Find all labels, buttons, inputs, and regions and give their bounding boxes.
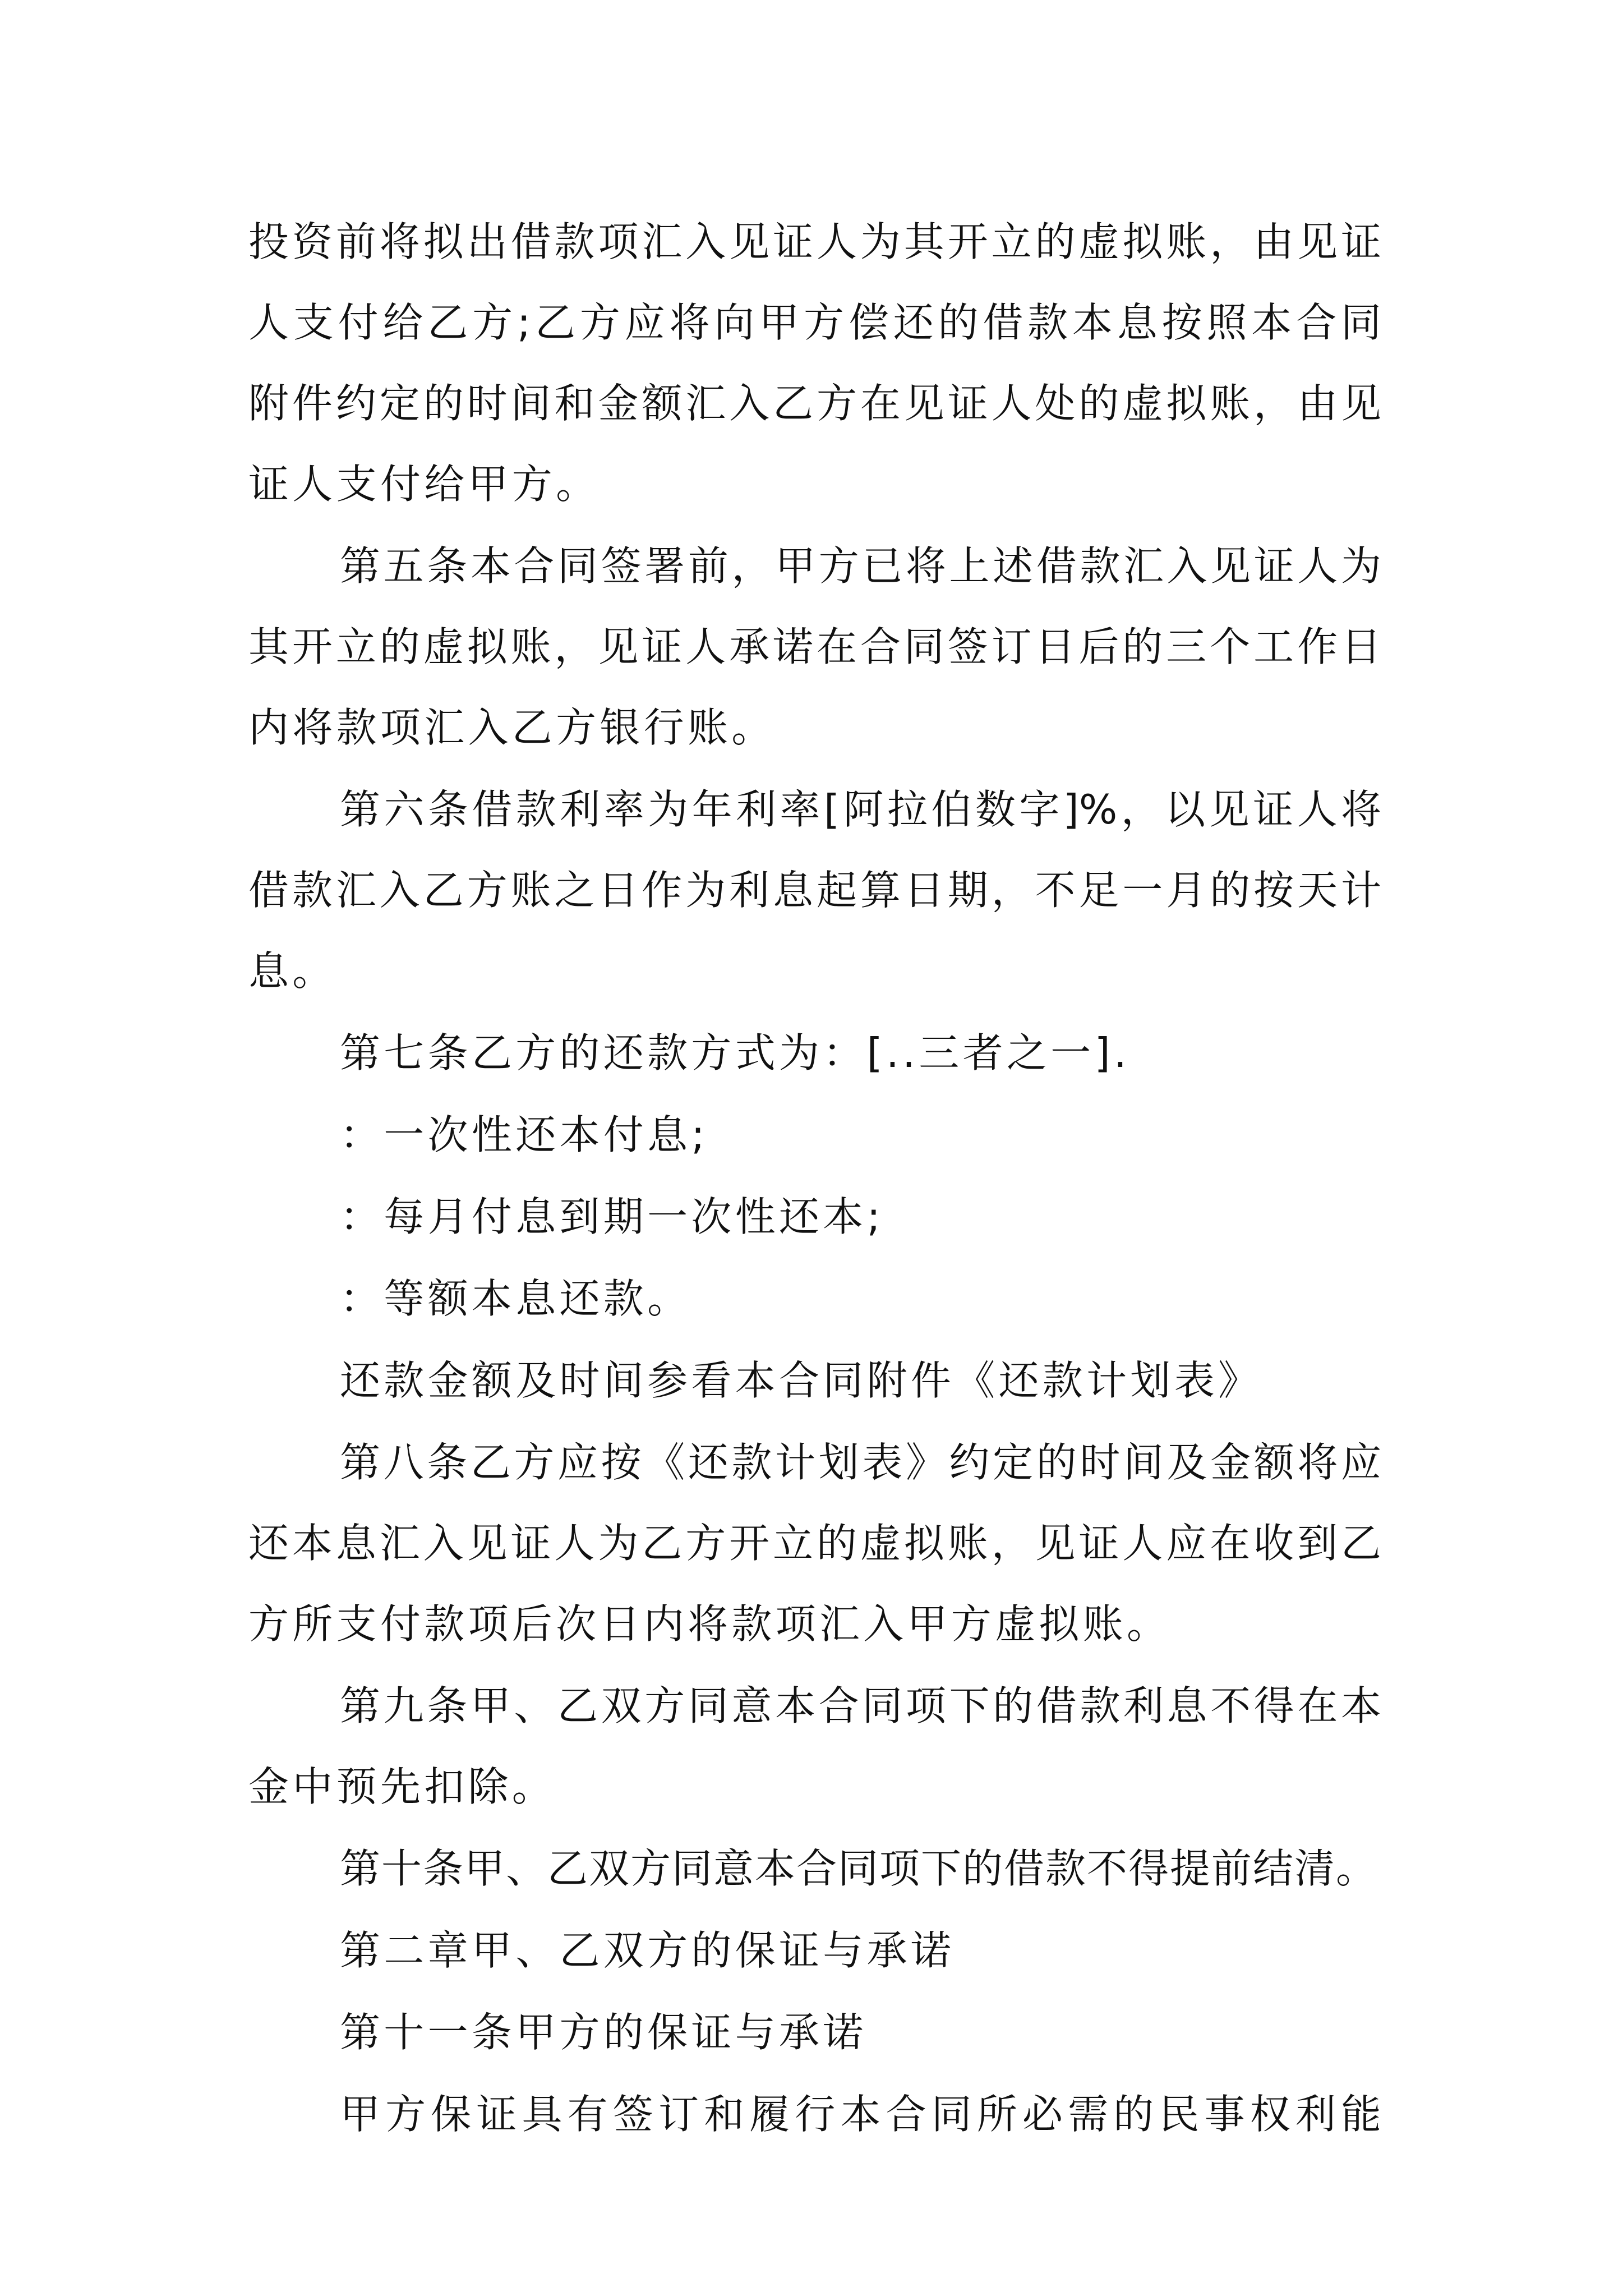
paragraph-line: 第十条甲、乙双方同意本合同项下的借款不得提前结清。	[340, 1845, 1378, 1892]
paragraph-line: 借款汇入乙方账之日作为利息起算日期，不足一月的按天计	[248, 867, 1381, 914]
paragraph-line: 第五条本合同签署前，甲方已将上述借款汇入见证人为	[340, 542, 1381, 590]
article-heading: 第十一条甲方的保证与承诺	[340, 2009, 867, 2056]
paragraph-line: 息。	[248, 947, 336, 995]
paragraph-line: 第八条乙方应按《还款计划表》约定的时间及金额将应	[340, 1439, 1381, 1486]
paragraph-line: 还款金额及时间参看本合同附件《还款计划表》	[340, 1357, 1262, 1404]
paragraph-line: 第九条甲、乙双方同意本合同项下的借款利息不得在本	[340, 1682, 1381, 1729]
paragraph-line: 投资前将拟出借款项汇入见证人为其开立的虚拟账，由见证	[248, 218, 1381, 265]
paragraph-line: 方所支付款项后次日内将款项汇入甲方虚拟账。	[248, 1600, 1171, 1648]
paragraph-line: 还本息汇入见证人为乙方开立的虚拟账，见证人应在收到乙	[248, 1520, 1381, 1567]
list-item: ：每月付息到期一次性还本;	[340, 1193, 884, 1240]
list-item: ：等额本息还款。	[340, 1275, 691, 1322]
paragraph-line: 人支付给乙方;乙方应将向甲方偿还的借款本息按照本合同	[248, 299, 1381, 346]
paragraph-line: 金中预先扣除。	[248, 1763, 556, 1810]
paragraph-line: 第六条借款利率为年利率[阿拉伯数字]%，以见证人将	[340, 786, 1381, 833]
paragraph-line: 证人支付给甲方。	[248, 461, 600, 508]
paragraph-line: 内将款项汇入乙方银行账。	[248, 704, 776, 751]
paragraph-line: 第七条乙方的还款方式为：[..三者之一].	[340, 1029, 1131, 1076]
paragraph-line: 甲方保证具有签订和履行本合同所必需的民事权利能	[340, 2091, 1381, 2138]
paragraph-line: 其开立的虚拟账，见证人承诺在合同签订日后的三个工作日	[248, 623, 1381, 670]
list-item: ：一次性还本付息;	[340, 1111, 708, 1158]
chapter-heading: 第二章甲、乙双方的保证与承诺	[340, 1927, 955, 1974]
paragraph-line: 附件约定的时间和金额汇入乙方在见证人处的虚拟账，由见	[248, 380, 1381, 427]
